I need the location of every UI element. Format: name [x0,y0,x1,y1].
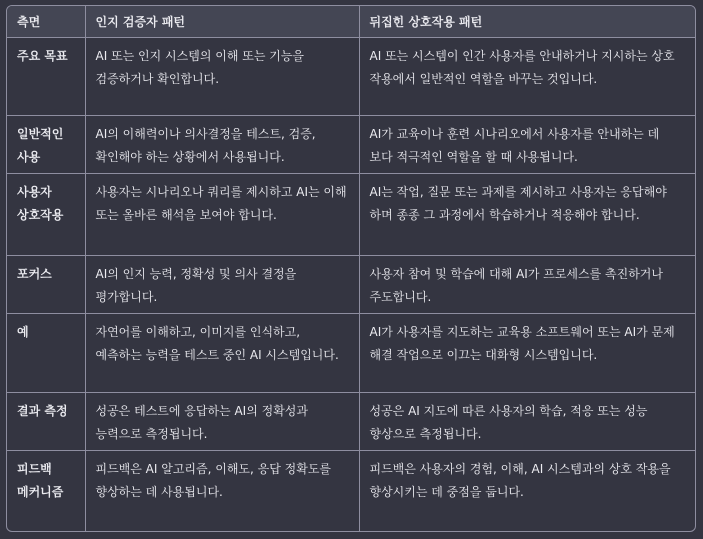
comparison-table-container [6,5,696,532]
table-row [7,38,695,116]
table-row [7,314,695,393]
comparison-table [7,6,695,531]
table-row [7,116,695,174]
row-aspect: 결과 측정 [7,393,85,451]
header-flipped-interaction: 뒤집힌 상호작용 패턴 [359,6,695,38]
table-row [7,256,695,314]
row-aspect: 포커스 [7,256,85,314]
row-aspect: 일반적인 사용 [7,116,85,174]
row-verifier-cell: AI의 인지 능력, 정확성 및 의사 결정을 평가합니다. [85,256,359,314]
row-verifier-cell: 사용자는 시나리오나 쿼리를 제시하고 AI는 이해 또는 올바른 해석을 보여야 합니다. [85,174,359,256]
row-aspect: 피드백 메커니즘 [7,451,85,532]
header-cognitive-verifier: 인지 검증자 패턴 [85,6,359,38]
row-aspect: 사용자 상호작용 [7,174,85,256]
row-flipped-cell: AI가 교육이나 훈련 시나리오에서 사용자를 안내하는 데 보다 적극적인 역할을 할 때 사용됩니다. [359,116,695,174]
row-aspect: 예 [7,314,85,393]
row-flipped-cell: AI 또는 시스템이 인간 사용자를 안내하거나 지시하는 상호 작용에서 일반적인 역할을 바꾸는 것입니다. [359,38,695,116]
table-row [7,174,695,256]
row-verifier-cell: AI 또는 인지 시스템의 이해 또는 기능을 검증하거나 확인합니다. [85,38,359,116]
row-aspect: 주요 목표 [7,38,85,116]
row-flipped-cell: 사용자 참여 및 학습에 대해 AI가 프로세스를 촉진하거나 주도합니다. [359,256,695,314]
row-verifier-cell: 자연어를 이해하고, 이미지를 인식하고, 예측하는 능력을 테스트 중인 AI 시스템입니다. [85,314,359,393]
row-flipped-cell: AI가 사용자를 지도하는 교육용 소프트웨어 또는 AI가 문제 해결 작업으로 이끄는 대화형 시스템입니다. [359,314,695,393]
row-verifier-cell: AI의 이해력이나 의사결정을 테스트, 검증, 확인해야 하는 상황에서 사용됩니다. [85,116,359,174]
header-aspect: 측면 [7,6,85,38]
row-flipped-cell: AI는 작업, 질문 또는 과제를 제시하고 사용자는 응답해야 하며 종종 그 과정에서 학습하거나 적응해야 합니다. [359,174,695,256]
table-header-row [7,6,695,38]
row-verifier-cell: 성공은 테스트에 응답하는 AI의 정확성과 능력으로 측정됩니다. [85,393,359,451]
table-row [7,393,695,451]
row-verifier-cell: 피드백은 AI 알고리즘, 이해도, 응답 정확도를 향상하는 데 사용됩니다. [85,451,359,532]
table-row [7,451,695,532]
row-flipped-cell: 성공은 AI 지도에 따른 사용자의 학습, 적응 또는 성능 향상으로 측정됩니다. [359,393,695,451]
row-flipped-cell: 피드백은 사용자의 경험, 이해, AI 시스템과의 상호 작용을 향상시키는 데 중점을 둡니다. [369,462,671,499]
